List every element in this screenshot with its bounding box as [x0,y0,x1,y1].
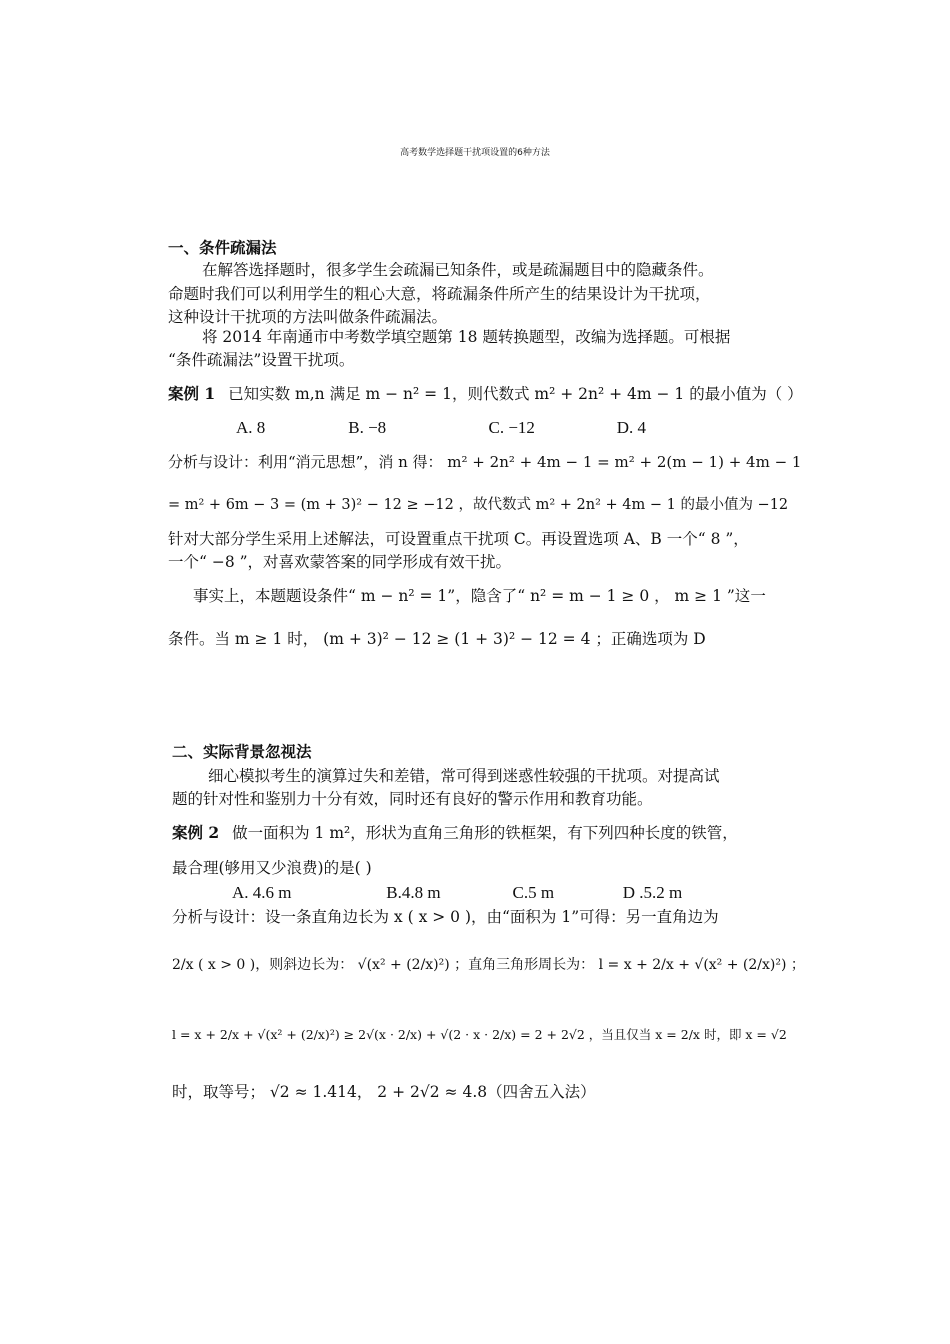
case1-options [236,417,646,439]
case1-label: 案例 1 [168,384,216,403]
section1-paragraph2-line2: “条件疏漏法”设置干扰项。 [168,351,355,369]
section2-paragraph1-line1: 细心模拟考生的演算过失和差错，常可得到迷惑性较强的干扰项。对提高试 [208,767,720,785]
case1-analysis-line4: 一个“ −8 ”，对喜欢蒙答案的同学形成有效干扰。 [168,553,512,571]
case2-option-b: B.4.8 m [386,883,441,902]
case1-option-b: B. −8 [348,418,387,437]
section1-paragraph1-line3: 这种设计干扰项的方法叫做条件疏漏法。 [168,308,448,326]
case2-question-line2: 最合理(够用又少浪费)的是( ) [172,859,372,877]
section1-heading: 一、条件疏漏法 [168,238,277,257]
case2-analysis-line2: 2/x ( x > 0 )，则斜边长为： √(x² + (2/x)²) ；直角三角形周长为： l = x + 2/x + √(x² + (2/x)²) ； [172,957,805,973]
case2-analysis-line4: 时，取等号； √2 ≈ 1.414， 2 + 2√2 ≈ 4.8（四舍五入法） [172,1083,596,1101]
section1-paragraph2-line1: 将 2014 年南通市中考数学填空题第 18 题转换题型，改编为选择题。可根据 [202,328,731,346]
case1-analysis-line2: = m² + 6m − 3 = (m + 3)² − 12 ≥ −12 ，故代数式 m² + 2n² + 4m − 1 的最小值为 −12 [168,497,789,513]
section2-paragraph1-line2: 题的针对性和鉴别力十分有效，同时还有良好的警示作用和教育功能。 [172,790,653,808]
case2-analysis-line3: l = x + 2/x + √(x² + (2/x)²) ≥ 2√(x · 2/x) + √(2 · x · 2/x) = 2 + 2√2 ，当且仅当 x = 2/x 时，即 x = √2 [172,1027,787,1042]
case1-option-d: D. 4 [616,418,647,437]
document-title: 高考数学选择题干扰项设置的6种方法 [400,148,550,158]
case2-options [232,882,682,904]
section2-heading: 二、实际背景忽视法 [172,742,312,761]
case2-text-line1: 做一面积为 1 m²，形状为直角三角形的铁框架，有下列四种长度的铁管， [232,824,738,842]
case2-analysis-line1: 分析与设计：设一条直角边长为 x ( x > 0 )，由“面积为 1”可得：另一直角边为 [172,908,719,926]
case1-text: 已知实数 m,n 满足 m − n² = 1，则代数式 m² + 2n² + 4m − 1 的最小值为（ ） [228,385,803,403]
case1-fact-line2: 条件。当 m ≥ 1 时， (m + 3)² − 12 ≥ (1 + 3)² − 12 = 4 ；正确选项为 D [168,630,706,648]
case1-question [168,383,803,405]
case2-question-line1 [172,822,738,844]
case1-fact-line1: 事实上，本题题设条件“ m − n² = 1”，隐含了“ n² = m − 1 ≥ 0 ， m ≥ 1 ”这一 [193,587,766,605]
case2-label: 案例 2 [172,823,220,842]
section1-paragraph1-line2: 命题时我们可以利用学生的粗心大意，将疏漏条件所产生的结果设计为干扰项， [168,285,711,303]
case2-option-a: A. 4.6 m [232,883,292,902]
case1-analysis-line1: 分析与设计：利用“消元思想”，消 n 得： m² + 2n² + 4m − 1 = m² + 2(m − 1) + 4m − 1 [168,453,802,471]
case2-option-c: C.5 m [512,883,555,902]
case1-option-a: A. 8 [236,418,266,437]
case2-option-d: D .5.2 m [622,883,683,902]
case1-analysis-line3: 针对大部分学生采用上述解法，可设置重点干扰项 C。再设置选项 A、B 一个“ 8 ”， [168,530,749,548]
section1-paragraph1-line1: 在解答选择题时，很多学生会疏漏已知条件，或是疏漏题目中的隐藏条件。 [202,261,714,279]
case1-option-c: C. −12 [488,418,535,437]
